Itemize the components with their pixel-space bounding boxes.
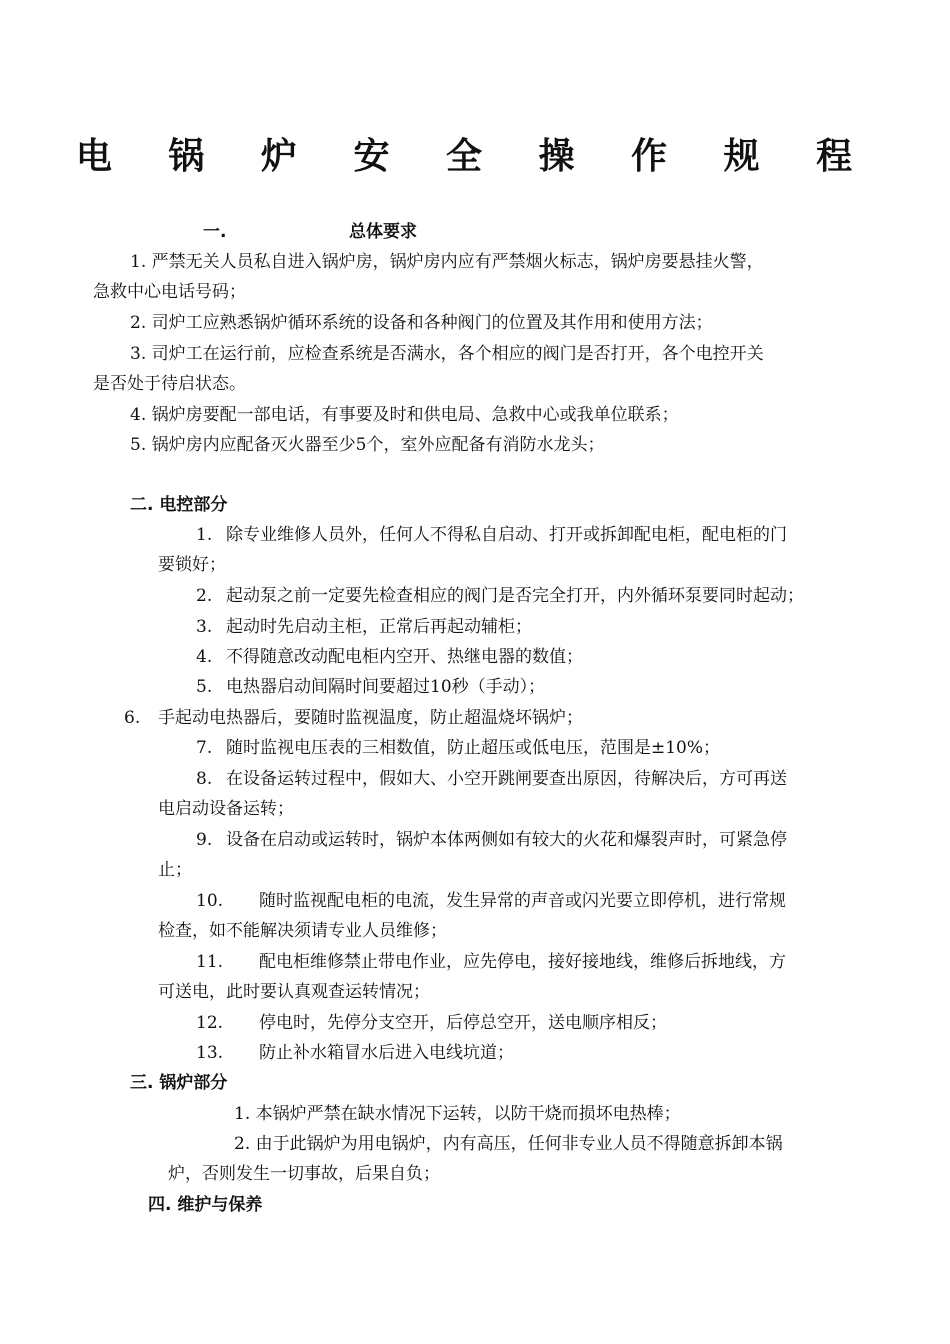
s2-item7-line1: 随时监视电压表的三相数值，防止超压或低电压，范围是±10%； <box>226 738 721 758</box>
s3-item1-line1: 1. 本锅炉严禁在缺水情况下运转，以防干烧而损坏电热棒； <box>234 1104 681 1124</box>
s2-item4-line1: 不得随意改动配电柜内空开、热继电器的数值； <box>226 647 583 667</box>
s1-item2-line1: 2. 司炉工应熟悉锅炉循环系统的设备和各种阀门的位置及其作用和使用方法； <box>130 313 713 333</box>
s2-item10-line1: 随时监视配电柜的电流，发生异常的声音或闪光要立即停机，进行常规 <box>259 891 786 911</box>
section3-heading: 三. 锅炉部分 <box>130 1073 228 1093</box>
s2-item6-num: 6. <box>124 708 141 728</box>
s2-item2-num: 2. <box>196 586 213 606</box>
s2-item6-line1: 手起动电热器后，要随时监视温度，防止超温烧坏锅炉； <box>158 708 583 728</box>
s2-item10-num: 10. <box>196 891 224 911</box>
s2-item9-num: 9. <box>196 830 213 850</box>
s1-item3-line1: 3. 司炉工在运行前，应检查系统是否满水，各个相应的阀门是否打开，各个电控开关 <box>130 344 764 364</box>
s2-item1-num: 1. <box>196 525 213 545</box>
document-title: 电 锅 炉 安 全 操 作 规 程 <box>75 136 875 177</box>
s3-item2-line1: 2. 由于此锅炉为用电锅炉，内有高压，任何非专业人员不得随意拆卸本锅 <box>234 1134 783 1154</box>
s2-item3-line1: 起动时先启动主柜，正常后再起动辅柜； <box>226 617 532 637</box>
s2-item11-line2: 可送电，此时要认真观查运转情况； <box>158 982 430 1002</box>
s2-item11-num: 11. <box>196 952 224 972</box>
s2-item1-line2: 要锁好； <box>158 555 226 575</box>
s2-item2-line1: 起动泵之前一定要先检查相应的阀门是否完全打开，内外循环泵要同时起动； <box>226 586 804 606</box>
section1-heading: 总体要求 <box>349 222 417 242</box>
s2-item9-line2: 止； <box>158 860 192 880</box>
s2-item12-num: 12. <box>196 1013 224 1033</box>
s2-item4-num: 4. <box>196 647 213 667</box>
s2-item8-line1: 在设备运转过程中，假如大、小空开跳闸要查出原因，待解决后，方可再送 <box>226 769 787 789</box>
s2-item13-line1: 防止补水箱冒水后进入电线坑道； <box>259 1043 514 1063</box>
section1-number: 一. <box>203 222 227 242</box>
s2-item12-line1: 停电时，先停分支空开，后停总空开，送电顺序相反； <box>259 1013 667 1033</box>
s1-item3-line2: 是否处于待启状态。 <box>93 374 246 394</box>
s2-item8-line2: 电启动设备运转； <box>158 799 294 819</box>
s2-item9-line1: 设备在启动或运转时，锅炉本体两侧如有较大的火花和爆裂声时，可紧急停 <box>226 830 787 850</box>
s1-item1-line1: 1. 严禁无关人员私自进入锅炉房，锅炉房内应有严禁烟火标志，锅炉房要悬挂火警， <box>130 252 764 272</box>
s1-item5-line1: 5. 锅炉房内应配备灭火器至少5个，室外应配备有消防水龙头； <box>130 435 605 455</box>
section2-heading: 二. 电控部分 <box>130 495 228 515</box>
s2-item10-line2: 检查，如不能解决须请专业人员维修； <box>158 921 447 941</box>
s1-item1-line2: 急救中心电话号码； <box>93 282 246 302</box>
s1-item4-line1: 4. 锅炉房要配一部电话，有事要及时和供电局、急救中心或我单位联系； <box>130 405 679 425</box>
s2-item5-num: 5. <box>196 677 213 697</box>
s2-item8-num: 8. <box>196 769 213 789</box>
s2-item7-num: 7. <box>196 738 213 758</box>
s2-item13-num: 13. <box>196 1043 224 1063</box>
s2-item3-num: 3. <box>196 617 213 637</box>
s2-item5-line1: 电热器启动间隔时间要超过10秒（手动）； <box>226 677 546 697</box>
s2-item11-line1: 配电柜维修禁止带电作业，应先停电，接好接地线，维修后拆地线，方 <box>259 952 786 972</box>
section4-heading: 四. 维护与保养 <box>148 1195 263 1215</box>
s2-item1-line1: 除专业维修人员外，任何人不得私自启动、打开或拆卸配电柜，配电柜的门 <box>226 525 787 545</box>
s3-item2-line2: 炉，否则发生一切事故，后果自负； <box>168 1164 440 1184</box>
